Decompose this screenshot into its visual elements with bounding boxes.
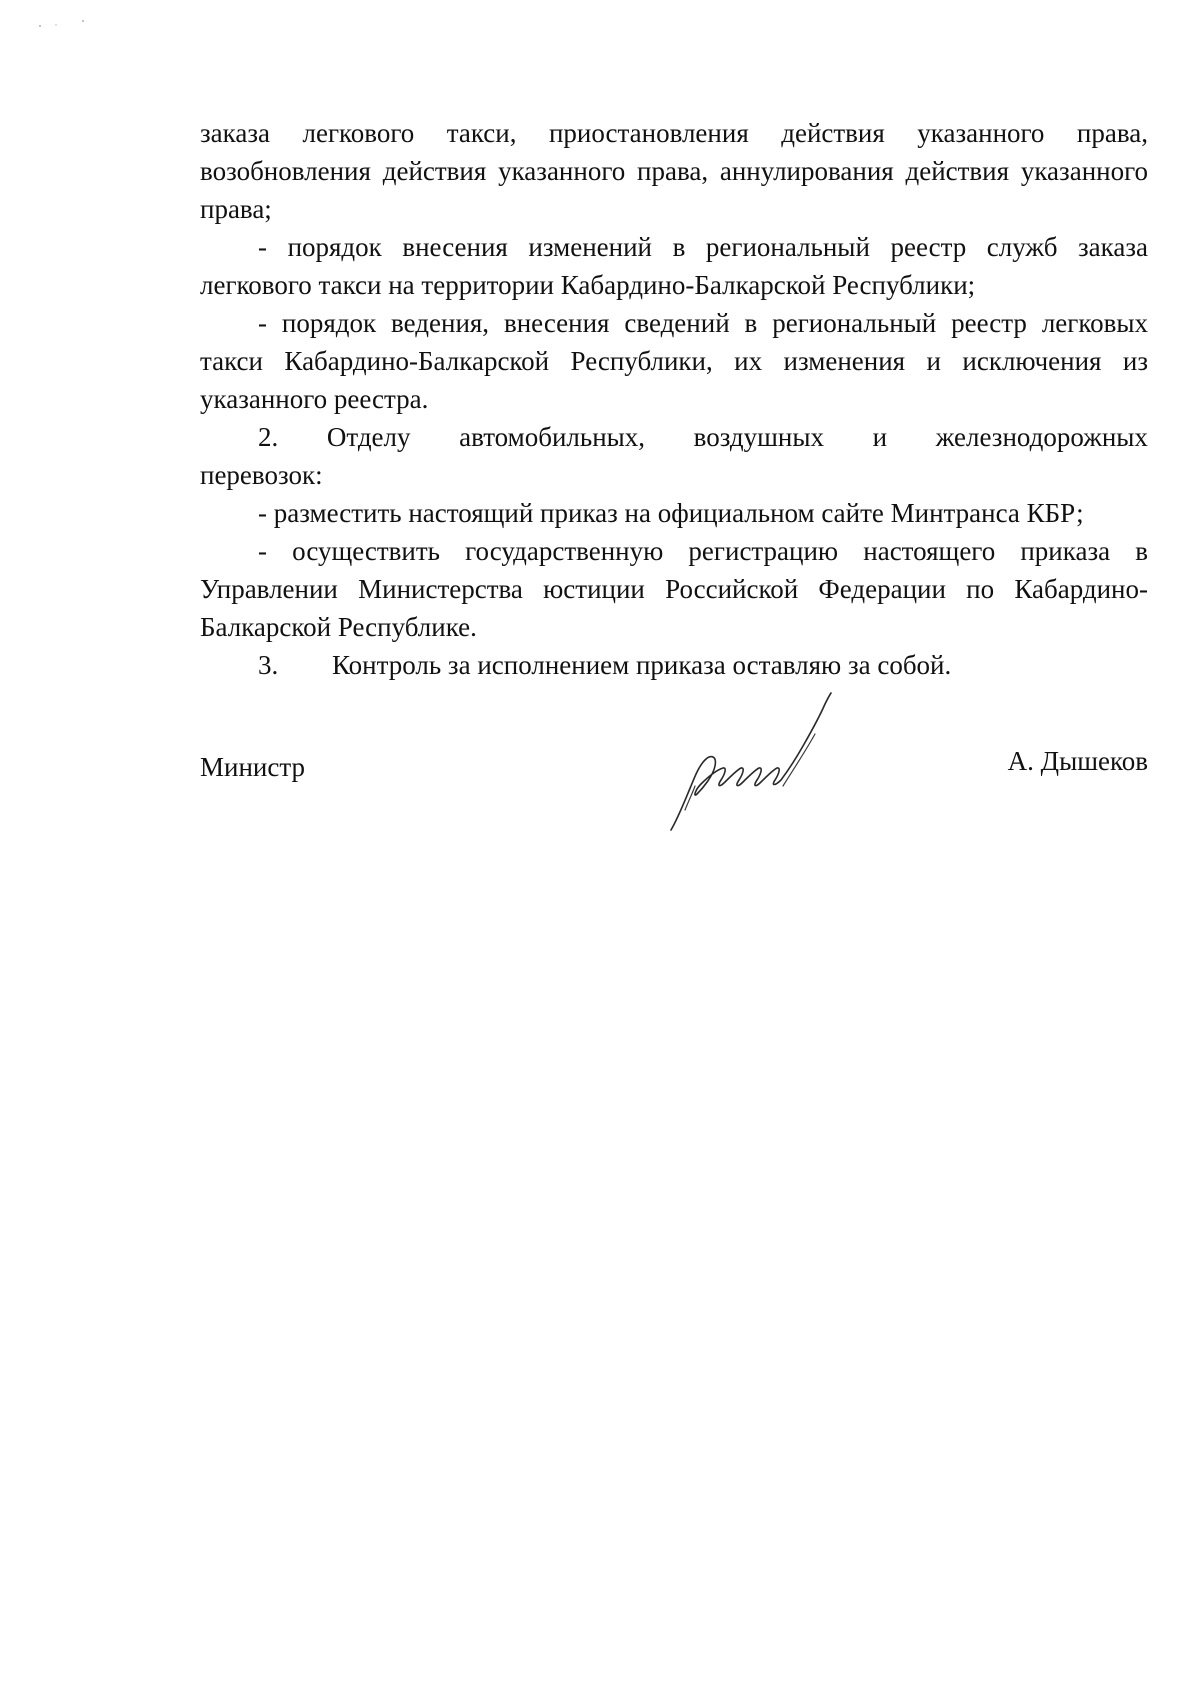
paragraph-registry-maintenance: - порядок ведения, внесения сведений в региональный реестр легковых такси Кабардино-Балкарской Республики, их изменения и исключения из указанного реестра.: [200, 308, 1148, 414]
signatory-name: А. Дышеков: [1007, 746, 1148, 776]
item-2-first-line: [200, 418, 1148, 456]
item-3-number: 3.: [258, 650, 279, 680]
document-body: [200, 114, 1148, 684]
signatory-title: Министр: [200, 752, 305, 782]
item-2-word-4: и: [872, 422, 888, 452]
item-3-text: Контроль за исполнением приказа оставляю за собой.: [332, 650, 952, 680]
paragraph-state-registration: - осуществить государственную регистрацию настоящего приказа в Управлении Министерства юстиции Российской Федерации по Кабардино-Балкарской Республике.: [200, 536, 1148, 642]
item-2-word-2: автомобильных,: [459, 422, 646, 452]
paragraph-item-3: [200, 646, 1148, 684]
scan-specks: [38, 18, 98, 30]
paragraph-registry-changes: - порядок внесения изменений в региональный реестр служб заказа легкового такси на территории Кабардино-Балкарской Республики;: [200, 232, 1148, 300]
paragraph-continuation: заказа легкового такси, приостановления действия указанного права, возобновления действия указанного права, аннулирования действия указанного права;: [200, 118, 1148, 224]
item-2-rest: перевозок:: [200, 460, 323, 490]
item-2-number: 2.: [258, 422, 279, 452]
item-2-word-1: Отделу: [326, 422, 411, 452]
item-2-word-3: воздушных: [693, 422, 825, 452]
paragraph-publish-order: - разместить настоящий приказ на официальном сайте Минтранса КБР;: [258, 498, 1084, 528]
paragraph-item-2: [200, 418, 1148, 494]
item-2-word-5: железнодорожных: [935, 422, 1148, 452]
handwritten-signature: [665, 690, 840, 835]
